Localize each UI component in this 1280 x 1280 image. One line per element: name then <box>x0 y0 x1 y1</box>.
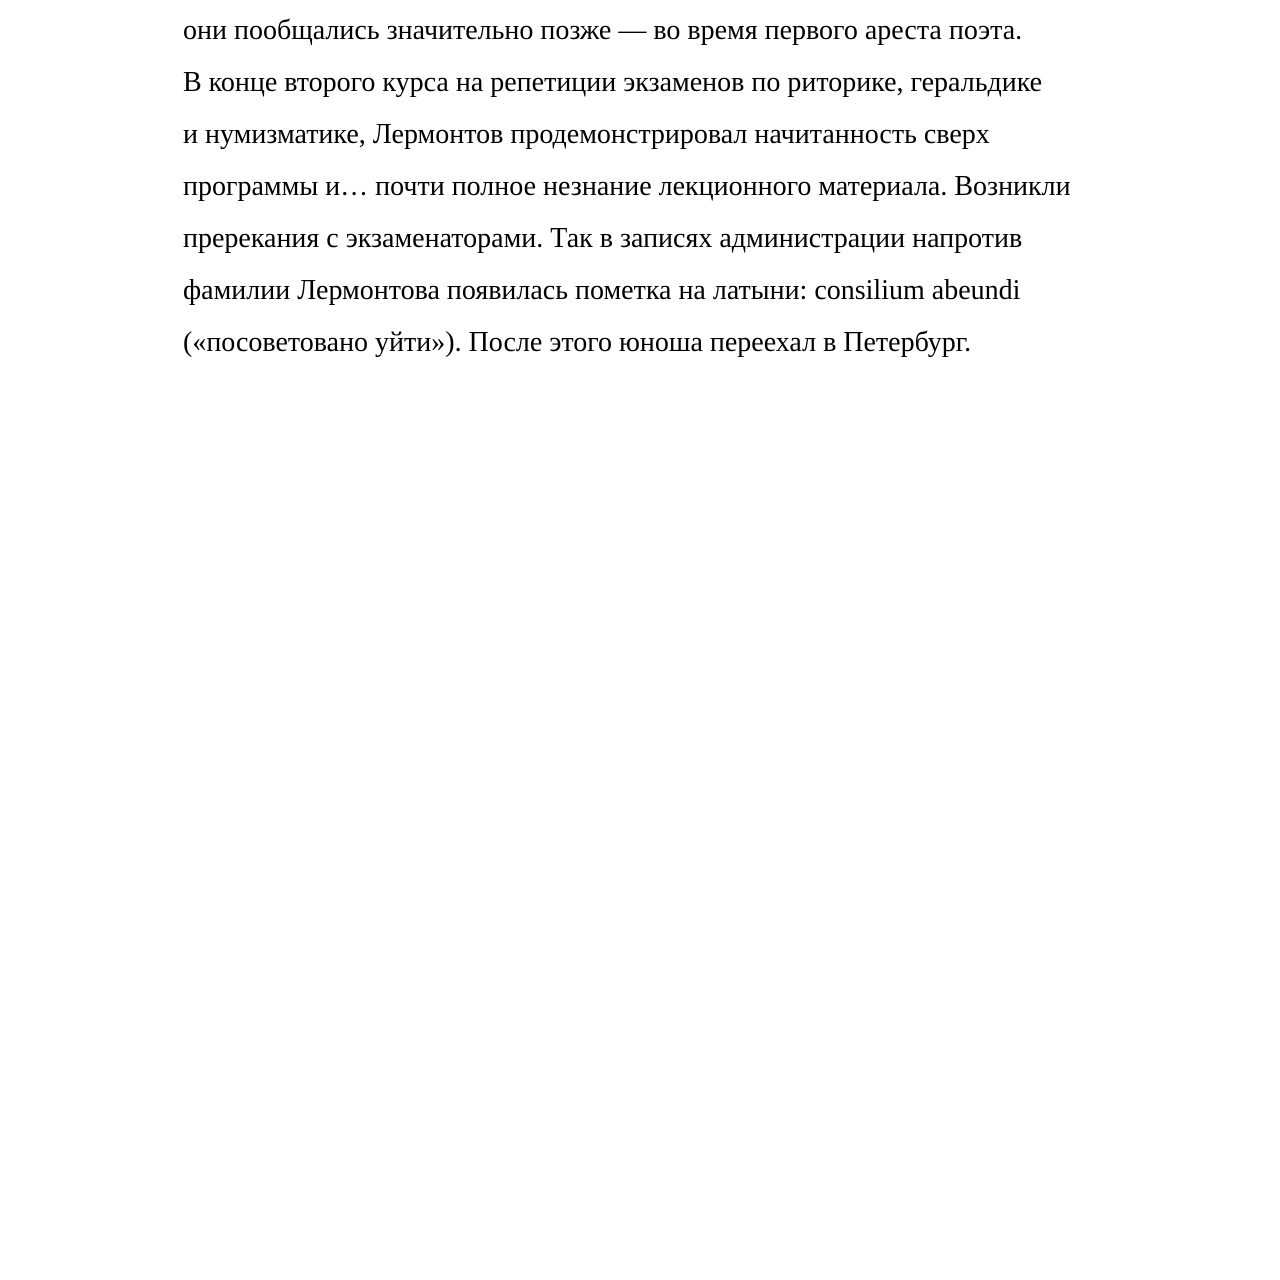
text-line: пререкания с экзаменаторами. Так в записях администрации напротив <box>183 223 1023 254</box>
text-line: фамилии Лермонтова появилась пометка на латыни: consilium abeundi <box>183 275 1021 306</box>
text-line: В конце второго курса на репетиции экзаменов по риторике, геральдике <box>183 67 1043 98</box>
text-line: («посоветовано уйти»). После этого юноша переехал в Петербург. <box>183 327 972 358</box>
text-line: программы и… почти полное незнание лекционного материала. Возникли <box>183 171 1071 202</box>
text-line: они пообщались значительно позже — во время первого ареста поэта. <box>183 15 1023 46</box>
text-line: и нумизматике, Лермонтов продемонстрировал начитанность сверх <box>183 119 990 150</box>
body-text <box>183 5 1163 369</box>
